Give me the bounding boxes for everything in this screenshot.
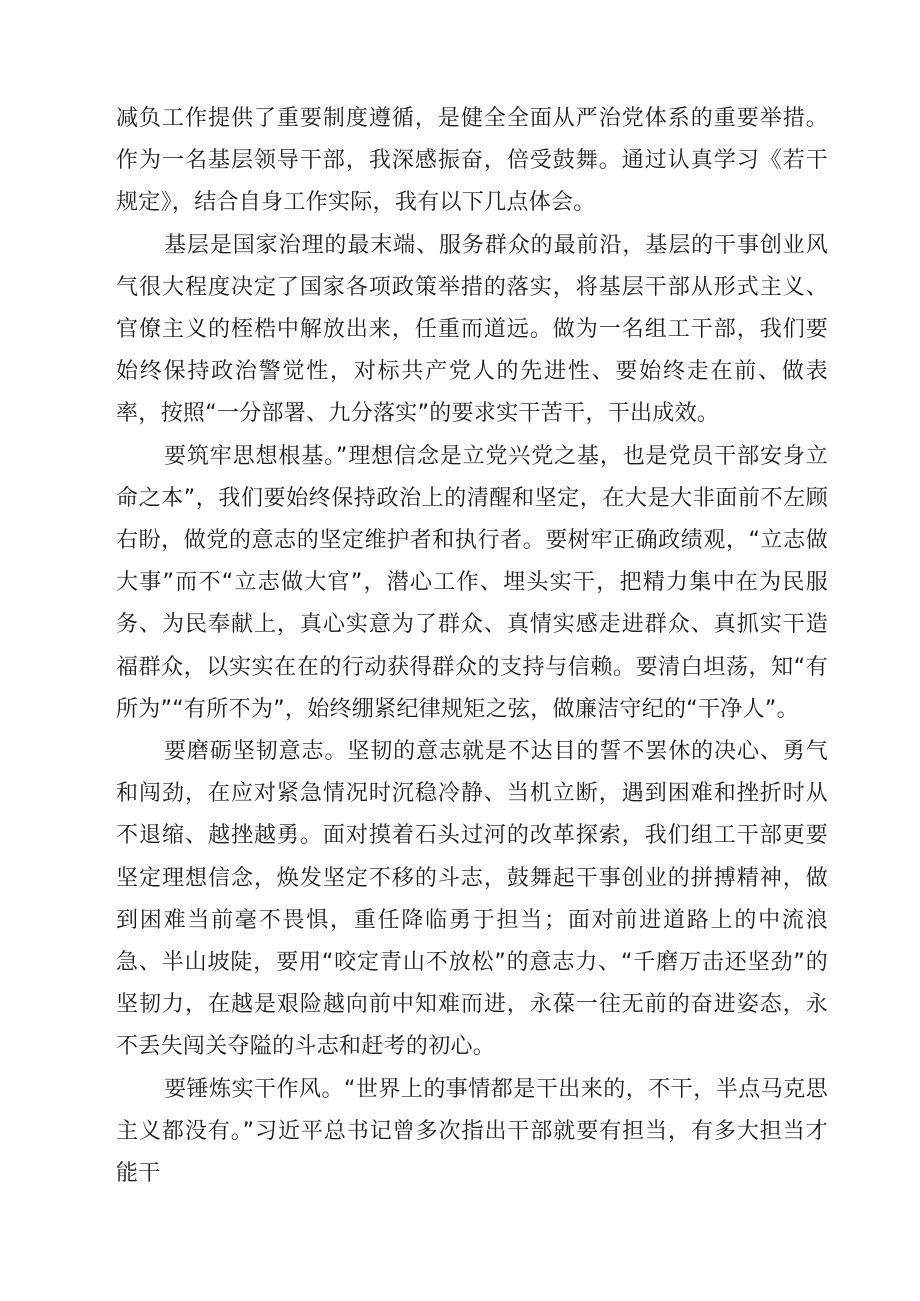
paragraph-5: 要锤炼实干作风。“世界上的事情都是干出来的，不干，半点马克思主义都没有。”习近平总书记曾多次指出干部就要有担当，有多大担当才能干 bbox=[116, 1076, 828, 1187]
paragraph-3: 要筑牢思想根基。”理想信念是立党兴党之基，也是党员干部安身立命之本”，我们要始终保持政治上的清醒和坚定，在大是大非面前不左顾右盼，做党的意志的坚定维护者和执行者。要树牢正确政绩观，“立志做大事”而不“立志做大官”，潜心工作、埋头实干，把精力集中在为民服务、为民奉献上，真心实意为了群众、真情实感走进群众、真抓实干造福群众，以实实在在的行动获得群众的支持与信赖。要清白坦荡，知“有所为”“有所不为”，始终绷紧纪律规矩之弦，做廉洁守纪的“干净人”。 bbox=[116, 443, 828, 722]
paragraph-2: 基层是国家治理的最末端、服务群众的最前沿，基层的干事创业风气很大程度决定了国家各项政策举措的落实，将基层干部从形式主义、官僚主义的桎梏中解放出来，任重而道远。做为一名组工干部，我们要始终保持政治警觉性，对标共产党人的先进性、要始终走在前、做表率，按照“一分部署、九分落实”的要求实干苦干，干出成效。 bbox=[116, 232, 828, 427]
paragraph-4: 要磨砺坚韧意志。坚韧的意志就是不达目的誓不罢休的决心、勇气和闯劲，在应对紧急情况时沉稳冷静、当机立断，遇到困难和挫折时从不退缩、越挫越勇。面对摸着石头过河的改革探索，我们组工干部更要坚定理想信念，焕发坚定不移的斗志，鼓舞起干事创业的拼搏精神，做到困难当前毫不畏惧，重任降临勇于担当；面对前进道路上的中流浪急、半山坡陡，要用“咬定青山不放松”的意志力、“千磨万击还坚劲”的坚韧力，在越是艰险越向前中知难而进，永葆一往无前的奋进姿态，永不丢失闯关夺隘的斗志和赶考的初心。 bbox=[116, 739, 828, 1060]
paragraph-1: 减负工作提供了重要制度遵循，是健全全面从严治党体系的重要举措。作为一名基层领导干部，我深感振奋，倍受鼓舞。通过认真学习《若干规定》，结合自身工作实际，我有以下几点体会。 bbox=[116, 106, 828, 216]
